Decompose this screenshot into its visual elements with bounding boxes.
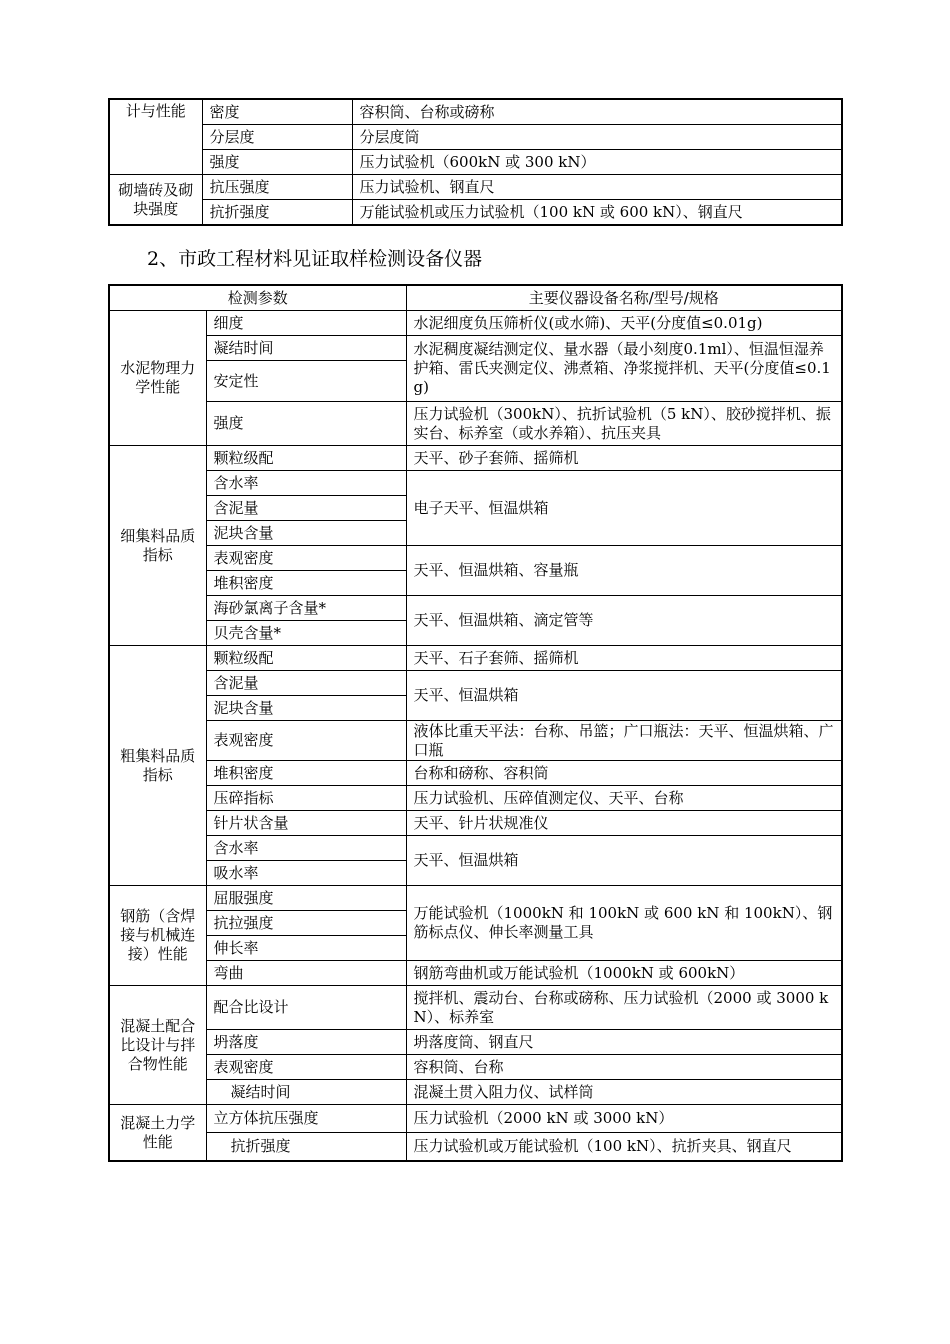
table-row bbox=[109, 761, 842, 786]
table-row bbox=[109, 1105, 842, 1133]
equip-cell: 天平、恒温烘箱 bbox=[406, 671, 842, 721]
param-cell: 凝结时间 bbox=[206, 1080, 406, 1105]
equip-cell: 搅拌机、震动台、台称或磅称、压力试验机（2000 或 3000 kN）、标养室 bbox=[406, 986, 842, 1030]
equip-cell: 水泥细度负压筛析仪(或水筛)、天平(分度值≤0.01g) bbox=[406, 311, 842, 336]
param-cell: 强度 bbox=[206, 402, 406, 446]
param-cell: 抗压强度 bbox=[202, 175, 352, 200]
table-row bbox=[109, 786, 842, 811]
equip-cell: 液体比重天平法：台称、吊篮；广口瓶法：天平、恒温烘箱、广口瓶 bbox=[406, 721, 842, 761]
equip-cell: 压力试验机、钢直尺 bbox=[352, 175, 842, 200]
param-cell: 伸长率 bbox=[206, 936, 406, 961]
param-cell: 吸水率 bbox=[206, 861, 406, 886]
param-cell: 泥块含量 bbox=[206, 696, 406, 721]
table-row bbox=[109, 471, 842, 496]
param-cell: 表观密度 bbox=[206, 546, 406, 571]
table-row bbox=[109, 446, 842, 471]
equip-cell: 天平、恒温烘箱、容量瓶 bbox=[406, 546, 842, 596]
param-cell: 针片状含量 bbox=[206, 811, 406, 836]
group-coarse: 粗集料品质指标 bbox=[109, 646, 206, 886]
param-cell: 压碎指标 bbox=[206, 786, 406, 811]
equip-cell: 分层度筒 bbox=[352, 125, 842, 150]
equip-cell: 压力试验机或万能试验机（100 kN）、抗折夹具、钢直尺 bbox=[406, 1133, 842, 1162]
param-cell: 海砂氯离子含量* bbox=[206, 596, 406, 621]
equip-cell: 钢筋弯曲机或万能试验机（1000kN 或 600kN） bbox=[406, 961, 842, 986]
param-cell: 贝壳含量* bbox=[206, 621, 406, 646]
table-row bbox=[109, 150, 842, 175]
equip-cell: 水泥稠度凝结测定仪、量水器（最小刻度0.1ml）、恒温恒湿养护箱、雷氏夹测定仪、沸煮箱、净浆搅拌机、天平(分度值≤0.1g) bbox=[406, 336, 842, 402]
section-title: 2、市政工程材料见证取样检测设备仪器 bbox=[147, 248, 483, 270]
param-cell: 颗粒级配 bbox=[206, 646, 406, 671]
category-cell: 砌墙砖及砌块强度 bbox=[109, 175, 202, 226]
param-cell: 堆积密度 bbox=[206, 571, 406, 596]
equip-cell: 天平、砂子套筛、摇筛机 bbox=[406, 446, 842, 471]
table-building-materials bbox=[108, 98, 843, 226]
equip-cell: 万能试验机（1000kN 和 100kN 或 600 kN 和 100kN）、钢筋标点仪、伸长率测量工具 bbox=[406, 886, 842, 961]
param-cell: 强度 bbox=[202, 150, 352, 175]
equip-cell: 天平、石子套筛、摇筛机 bbox=[406, 646, 842, 671]
table-municipal-materials bbox=[108, 284, 843, 1162]
param-cell: 抗折强度 bbox=[206, 1133, 406, 1162]
param-cell: 配合比设计 bbox=[206, 986, 406, 1030]
param-cell: 弯曲 bbox=[206, 961, 406, 986]
equip-cell: 压力试验机（300kN）、抗折试验机（5 kN）、胶砂搅拌机、振实台、标养室（或水养箱）、抗压夹具 bbox=[406, 402, 842, 446]
equip-cell: 天平、针片状规准仪 bbox=[406, 811, 842, 836]
table-row bbox=[109, 961, 842, 986]
table-row bbox=[109, 200, 842, 226]
param-cell: 含泥量 bbox=[206, 671, 406, 696]
table-row bbox=[109, 671, 842, 696]
table-row bbox=[109, 886, 842, 911]
equip-cell: 压力试验机（600kN 或 300 kN） bbox=[352, 150, 842, 175]
equip-cell: 压力试验机、压碎值测定仪、天平、台称 bbox=[406, 786, 842, 811]
table-row bbox=[109, 1080, 842, 1105]
group-mech: 混凝土力学性能 bbox=[109, 1105, 206, 1162]
table-row bbox=[109, 836, 842, 861]
category-cell: 计与性能 bbox=[109, 99, 202, 175]
group-fine: 细集料品质指标 bbox=[109, 446, 206, 646]
param-cell: 屈服强度 bbox=[206, 886, 406, 911]
param-cell: 安定性 bbox=[206, 361, 406, 402]
equip-cell: 混凝土贯入阻力仪、试样筒 bbox=[406, 1080, 842, 1105]
table-row bbox=[109, 1055, 842, 1080]
group-cement: 水泥物理力学性能 bbox=[109, 311, 206, 446]
param-cell: 分层度 bbox=[202, 125, 352, 150]
param-cell: 细度 bbox=[206, 311, 406, 336]
table-row bbox=[109, 811, 842, 836]
table-row bbox=[109, 175, 842, 200]
param-cell: 含水率 bbox=[206, 836, 406, 861]
param-cell: 表观密度 bbox=[206, 1055, 406, 1080]
table-row bbox=[109, 99, 842, 125]
param-cell: 凝结时间 bbox=[206, 336, 406, 361]
table-row bbox=[109, 336, 842, 361]
table-row bbox=[109, 1133, 842, 1162]
table-row bbox=[109, 1030, 842, 1055]
param-cell: 密度 bbox=[202, 99, 352, 125]
table-header-row bbox=[109, 285, 842, 311]
equip-cell: 压力试验机（2000 kN 或 3000 kN） bbox=[406, 1105, 842, 1133]
equip-cell: 容积筒、台称或磅称 bbox=[352, 99, 842, 125]
equip-cell: 万能试验机或压力试验机（100 kN 或 600 kN）、钢直尺 bbox=[352, 200, 842, 226]
param-cell: 抗折强度 bbox=[202, 200, 352, 226]
param-cell: 坍落度 bbox=[206, 1030, 406, 1055]
table-row bbox=[109, 402, 842, 446]
table-row bbox=[109, 311, 842, 336]
table-row bbox=[109, 125, 842, 150]
param-cell: 含泥量 bbox=[206, 496, 406, 521]
table-row bbox=[109, 986, 842, 1030]
param-cell: 颗粒级配 bbox=[206, 446, 406, 471]
header-param: 检测参数 bbox=[109, 285, 406, 311]
table-row bbox=[109, 646, 842, 671]
equip-cell: 电子天平、恒温烘箱 bbox=[406, 471, 842, 546]
param-cell: 泥块含量 bbox=[206, 521, 406, 546]
equip-cell: 台称和磅称、容积筒 bbox=[406, 761, 842, 786]
table-row bbox=[109, 546, 842, 571]
param-cell: 抗拉强度 bbox=[206, 911, 406, 936]
header-equip: 主要仪器设备名称/型号/规格 bbox=[406, 285, 842, 311]
equip-cell: 坍落度筒、钢直尺 bbox=[406, 1030, 842, 1055]
param-cell: 立方体抗压强度 bbox=[206, 1105, 406, 1133]
equip-cell: 容积筒、台称 bbox=[406, 1055, 842, 1080]
param-cell: 表观密度 bbox=[206, 721, 406, 761]
group-mix: 混凝土配合比设计与拌合物性能 bbox=[109, 986, 206, 1105]
table-row bbox=[109, 596, 842, 621]
equip-cell: 天平、恒温烘箱、滴定管等 bbox=[406, 596, 842, 646]
param-cell: 堆积密度 bbox=[206, 761, 406, 786]
param-cell: 含水率 bbox=[206, 471, 406, 496]
equip-cell: 天平、恒温烘箱 bbox=[406, 836, 842, 886]
group-rebar: 钢筋（含焊接与机械连接）性能 bbox=[109, 886, 206, 986]
table-row bbox=[109, 721, 842, 761]
